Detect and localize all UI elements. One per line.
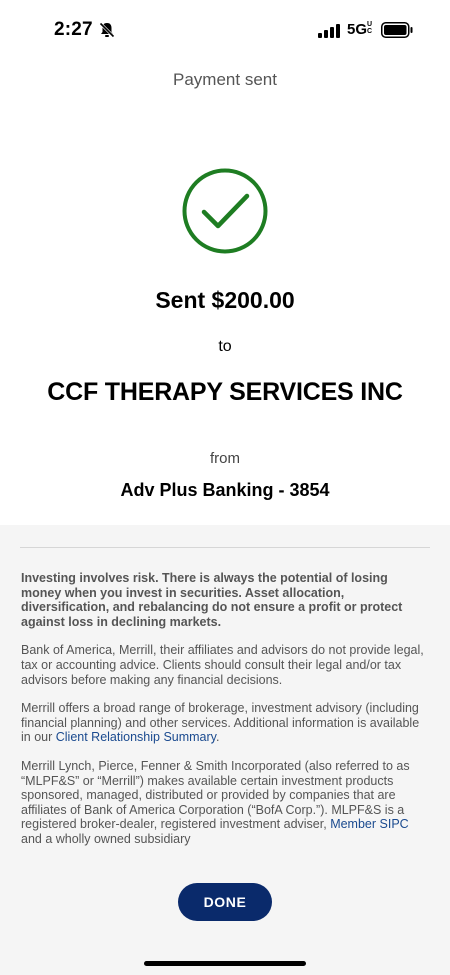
- from-label: from: [210, 450, 240, 467]
- bell-muted-icon: [98, 21, 116, 39]
- footer: [0, 865, 450, 975]
- page-title: Payment sent: [173, 70, 277, 89]
- sent-amount: Sent $200.00: [155, 287, 295, 313]
- signal-icon: [318, 24, 340, 38]
- disclosure-section[interactable]: [0, 525, 450, 865]
- status-bar: [0, 0, 450, 62]
- disclosure-text: [21, 571, 426, 861]
- done-button[interactable]: DONE: [178, 883, 272, 921]
- home-indicator[interactable]: [144, 961, 306, 966]
- success-check-icon: [182, 168, 268, 254]
- risk-disclosure: Investing involves risk. There is always the potential of losing money when you invest in securities. Asset allocation, diversification, and rebalancing do not ensure a profit or protect against loss in declining markets.: [21, 571, 403, 629]
- from-account: Adv Plus Banking - 3854: [120, 480, 330, 500]
- advice-disclosure: Bank of America, Merrill, their affiliates and advisors do not provide legal, tax or accounting advice. Clients should consult their legal and/or tax advisors before making any financial decisions.: [21, 643, 424, 687]
- services-disclosure: Merrill offers a broad range of brokerage, investment advisory (including financial planning) and other services. Additional information is available in our Client Relationship Summary.: [21, 701, 420, 745]
- mlpfs-disclosure: Merrill Lynch, Pierce, Fenner & Smith Incorporated (also referred to as “MLPF&S” or “Merrill”) makes available certain investment products sponsored, managed, distributed or provided by companies that are affiliates of Bank of America Corporation (“BofA Corp.”). MLPF&S is a registered broker-dealer, registered investment adviser, Member SIPC and a wholly owned subsidiary: [21, 758, 410, 846]
- to-label: to: [218, 338, 232, 355]
- member-sipc-link[interactable]: Member SIPC: [330, 817, 409, 832]
- divider: [20, 547, 430, 548]
- payee-name: CCF THERAPY SERVICES INC: [47, 378, 403, 406]
- client-relationship-summary-link[interactable]: Client Relationship Summary: [55, 730, 216, 745]
- network-label: 5GUC: [347, 21, 373, 38]
- status-time: 2:27: [54, 19, 93, 40]
- battery-icon: [381, 22, 413, 38]
- network-suffix: UC: [367, 21, 373, 35]
